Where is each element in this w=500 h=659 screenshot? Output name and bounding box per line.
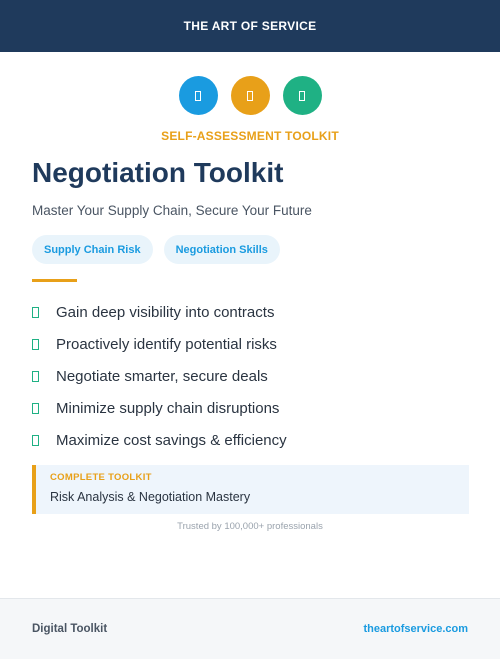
tag-negotiation-skills: Negotiation Skills bbox=[164, 235, 280, 264]
feature-text: Gain deep visibility into contracts bbox=[56, 303, 275, 321]
list-item bbox=[32, 424, 287, 456]
document-icon bbox=[231, 76, 270, 115]
icon-row bbox=[0, 76, 500, 115]
footer-label: Digital Toolkit bbox=[32, 623, 108, 635]
website-link[interactable]: theartofservice.com bbox=[363, 623, 468, 635]
tag-list bbox=[32, 235, 280, 264]
brand-name: THE ART OF SERVICE bbox=[183, 19, 317, 33]
list-item bbox=[32, 392, 287, 424]
feature-text: Negotiate smarter, secure deals bbox=[56, 367, 268, 385]
page-title: Negotiation Toolkit bbox=[32, 157, 284, 188]
accent-divider bbox=[32, 279, 77, 282]
checkbox-icon bbox=[32, 403, 39, 414]
footer-bar bbox=[0, 598, 500, 659]
callout-text: Risk Analysis & Negotiation Mastery bbox=[50, 490, 251, 504]
checkbox-icon bbox=[32, 371, 39, 382]
feature-list bbox=[32, 296, 287, 456]
document-icon bbox=[179, 76, 218, 115]
list-item bbox=[32, 360, 287, 392]
feature-text: Maximize cost savings & efficiency bbox=[56, 431, 287, 449]
checkbox-icon bbox=[32, 307, 39, 318]
header-bar bbox=[0, 0, 500, 52]
page-subtitle: Master Your Supply Chain, Secure Your Future bbox=[32, 203, 312, 218]
list-item bbox=[32, 296, 287, 328]
checkbox-icon bbox=[32, 339, 39, 350]
trusted-note: Trusted by 100,000+ professionals bbox=[177, 521, 323, 532]
feature-text: Minimize supply chain disruptions bbox=[56, 399, 280, 417]
document-icon bbox=[283, 76, 322, 115]
list-item bbox=[32, 328, 287, 360]
toolkit-callout bbox=[32, 465, 469, 514]
checkbox-icon bbox=[32, 435, 39, 446]
kicker-label: SELF-ASSESSMENT TOOLKIT bbox=[161, 129, 339, 143]
feature-text: Proactively identify potential risks bbox=[56, 335, 277, 353]
tag-supply-chain-risk: Supply Chain Risk bbox=[32, 235, 153, 264]
callout-label: COMPLETE TOOLKIT bbox=[50, 472, 152, 483]
